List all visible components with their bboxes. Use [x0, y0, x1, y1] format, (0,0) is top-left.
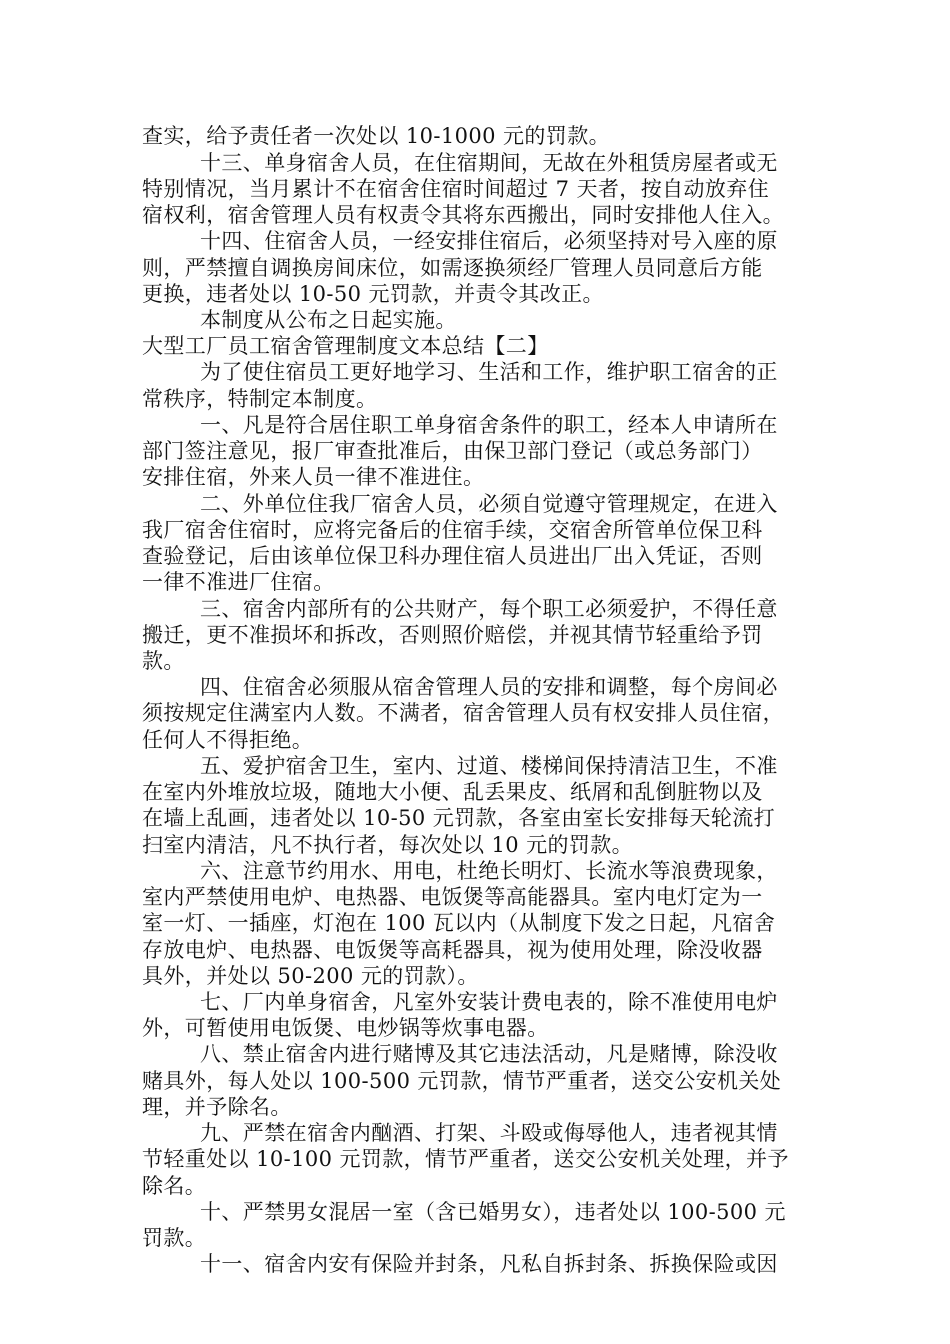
- text-line: 一律不准进厂住宿。: [142, 570, 335, 594]
- text-line: 赌具外，每人处以 100-500 元罚款，情节严重者，送交公安机关处: [142, 1069, 782, 1093]
- text-line: 须按规定住满室内人数。不满者，宿舍管理人员有权安排人员住宿，: [142, 701, 784, 725]
- text-line: 节轻重处以 10-100 元罚款，情节严重者，送交公安机关处理，并予: [142, 1147, 789, 1171]
- text-line: 五、爱护宿舍卫生，室内、过道、楼梯间保持清洁卫生，不准: [200, 754, 778, 778]
- text-line: 我厂宿舍住宿时，应将完备后的住宿手续，交宿舍所管单位保卫科: [142, 518, 763, 542]
- text-line: 安排住宿，外来人员一律不准进住。: [142, 465, 485, 489]
- text-line: 一、凡是符合居住职工单身宿舍条件的职工，经本人申请所在: [200, 413, 778, 437]
- text-line: 外，可暂使用电饭煲、电炒锅等炊事电器。: [142, 1016, 549, 1040]
- text-line: 室一灯、一插座，灯泡在 100 瓦以内（从制度下发之日起，凡宿舍: [142, 911, 776, 935]
- text-line: 十、严禁男女混居一室（含已婚男女），违者处以 100-500 元: [200, 1200, 786, 1224]
- text-line: 任何人不得拒绝。: [142, 728, 314, 752]
- text-line: 除名。: [142, 1174, 207, 1198]
- text-line: 扫室内清洁，凡不执行者，每次处以 10 元的罚款。: [142, 833, 634, 857]
- text-line: 常秩序，特制定本制度。: [142, 387, 378, 411]
- section-heading: 大型工厂员工宿舍管理制度文本总结【二】: [142, 334, 549, 358]
- text-line: 理，并予除名。: [142, 1095, 292, 1119]
- text-line: 二、外单位住我厂宿舍人员，必须自觉遵守管理规定，在进入: [200, 492, 778, 516]
- text-line: 则，严禁擅自调换房间床位，如需逐换须经厂管理人员同意后方能: [142, 256, 763, 280]
- text-line: 部门签注意见，报厂审查批准后，由保卫部门登记（或总务部门）: [142, 439, 763, 463]
- text-line: 更换，违者处以 10-50 元罚款，并责令其改正。: [142, 282, 604, 306]
- text-line: 搬迁，更不准损坏和拆改，否则照价赔偿，并视其情节轻重给予罚: [142, 623, 763, 647]
- text-line: 十一、宿舍内安有保险并封条，凡私自拆封条、拆换保险或因: [200, 1252, 778, 1276]
- text-line: 在墙上乱画，违者处以 10-50 元罚款，各室由室长安排每天轮流打: [142, 806, 776, 830]
- text-line: 三、宿舍内部所有的公共财产，每个职工必须爱护，不得任意: [200, 597, 778, 621]
- text-line: 宿权利，宿舍管理人员有权责令其将东西搬出，同时安排他人住入。: [142, 203, 784, 227]
- text-line: 八、禁止宿舍内进行赌博及其它违法活动，凡是赌博，除没收: [200, 1042, 778, 1066]
- text-line: 特别情况，当月累计不在宿舍住宿时间超过 7 天者，按自动放弃住: [142, 177, 770, 201]
- text-line: 本制度从公布之日起实施。: [200, 308, 457, 332]
- text-line: 十四、住宿舍人员，一经安排住宿后，必须坚持对号入座的原: [200, 229, 778, 253]
- text-line: 具外，并处以 50-200 元的罚款）。: [142, 964, 479, 988]
- text-line: 六、注意节约用水、用电，杜绝长明灯、长流水等浪费现象，: [200, 859, 778, 883]
- text-line: 查实，给予责任者一次处以 10-1000 元的罚款。: [142, 124, 611, 148]
- text-line: 在室内外堆放垃圾，随地大小便、乱丢果皮、纸屑和乱倒脏物以及: [142, 780, 763, 804]
- text-line: 存放电炉、电热器、电饭煲等高耗器具，视为使用处理，除没收器: [142, 938, 763, 962]
- text-line: 四、住宿舍必须服从宿舍管理人员的安排和调整，每个房间必: [200, 675, 778, 699]
- text-line: 为了使住宿员工更好地学习、生活和工作，维护职工宿舍的正: [200, 360, 778, 384]
- text-line: 十三、单身宿舍人员，在住宿期间，无故在外租赁房屋者或无: [200, 151, 778, 175]
- text-line: 室内严禁使用电炉、电热器、电饭煲等高能器具。室内电灯定为一: [142, 885, 763, 909]
- text-line: 款。: [142, 649, 185, 673]
- text-line: 罚款。: [142, 1226, 207, 1250]
- text-line: 七、厂内单身宿舍，凡室外安装计费电表的，除不准使用电炉: [200, 990, 778, 1014]
- text-line: 查验登记，后由该单位保卫科办理住宿人员进出厂出入凭证，否则: [142, 544, 763, 568]
- text-line: 九、严禁在宿舍内酗酒、打架、斗殴或侮辱他人，违者视其情: [200, 1121, 778, 1145]
